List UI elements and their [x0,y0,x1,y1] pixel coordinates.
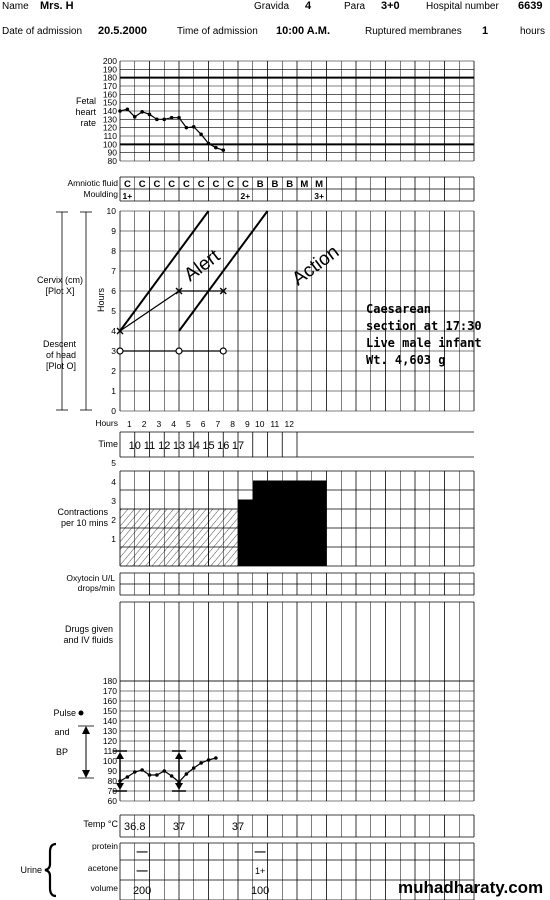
amniotic-fluid-cell: C [138,179,146,190]
amniotic-fluid-cell: B [256,179,264,190]
pulse-tick-label: 150 [102,706,117,716]
hours-tick-label: 3 [156,419,162,429]
pulse-label: Pulse [53,708,76,718]
contraction-bar [282,490,297,566]
contraction-bar [194,509,209,566]
contraction-bar [150,509,165,566]
fhr-point [126,108,130,112]
urine-protein-cell: — [136,846,148,858]
fhr-label-1: Fetal [75,96,96,106]
fhr-point [185,126,189,130]
hours-tick-label: 10 [255,419,265,429]
time-label: 12 [158,440,171,452]
note-line-3: Live male infant [366,336,482,350]
descent-o-point [220,348,226,354]
fhr-label-3: rate [80,118,96,128]
fhr-point [199,133,203,137]
hospital-number-value: 6639 [518,0,543,12]
hospital-number-label: Hospital number [426,1,499,12]
urine-volume-cell: 100 [250,885,270,897]
fhr-tick-label: 120 [102,122,117,133]
pulse-tick-label: 140 [102,716,117,726]
cervix-tick-label: 0 [111,406,116,416]
hours-tick-label: 9 [245,419,250,429]
pulse-tick-label: 160 [102,696,117,706]
fhr-point [155,118,159,122]
time-label: 11 [143,440,156,452]
contraction-bar [253,481,268,491]
moulding-label: Moulding [83,189,118,199]
amniotic-fluid-cell: B [271,179,279,190]
time-label: 15 [202,440,215,452]
fhr-point [118,109,122,113]
cervix-tick-label: 6 [111,286,116,296]
contractions-tick-label: 1 [111,534,116,544]
admission-time-label: Time of admission [177,26,258,37]
contraction-bar [253,490,268,566]
hours-tick-label: 7 [215,419,221,429]
hours-tick-label: 8 [230,419,235,429]
contraction-bar [120,509,135,566]
hours-tick-label: 2 [141,419,147,429]
drugs-label-2: and IV fluids [63,635,113,645]
hours-row-label: Hours [95,418,118,428]
cervix-label-1: Cervix (cm) [37,275,83,285]
temp-label: Temp °C [83,819,118,829]
hours-tick-label: 11 [270,419,280,429]
fhr-tick-label: 140 [102,106,117,116]
admission-date-label: Date of admission [2,26,83,37]
contraction-bar [268,481,283,491]
contraction-bar [268,490,283,566]
urine-volume-cell: 200 [132,885,152,897]
contraction-bar [135,509,150,566]
amniotic-fluid-cell: M [300,179,309,190]
hours-tick-label: 5 [186,419,191,429]
fhr-tick-label: 130 [102,114,117,125]
urine-label: Urine [20,865,42,875]
hours-tick-label: 12 [284,419,294,429]
oxytocin-label-2: drops/min [77,583,115,593]
pulse-tick-label: 130 [102,726,117,736]
pulse-tick-label: 110 [103,746,117,756]
ruptured-membranes-label: Ruptured membranes [365,26,462,37]
pulse-point [207,758,211,762]
pulse-point [162,769,166,773]
fhr-tick-label: 170 [102,81,117,91]
fhr-point [140,110,144,114]
contraction-bar [312,481,327,491]
contractions-label-1: Contractions [57,507,108,517]
contraction-bar [297,481,312,491]
descent-label-1: Descent [42,339,76,349]
contraction-bar [238,509,253,566]
urine-protein-cell: — [254,846,266,858]
time-label: 16 [217,440,230,452]
pulse-tick-label: 120 [102,736,117,746]
cervix-tick-label: 10 [106,206,116,216]
fhr-point [162,118,166,122]
oxytocin-label-1: Oxytocin U/L [66,573,115,583]
amniotic-fluid-cell: C [182,179,190,190]
amniotic-fluid-cell: M [315,179,324,190]
note-line-4: Wt. 4,603 g [366,353,446,367]
pulse-tick-label: 70 [107,786,117,796]
action-line-label: Action [288,241,344,290]
contraction-bar [238,500,253,510]
pulse-tick-label: 60 [107,796,117,806]
protein-label: protein [92,841,118,851]
alert-line-label: Alert [180,245,225,286]
gravida-value: 4 [305,0,312,12]
amniotic-fluid-cell: C [197,179,205,190]
pulse-dot-icon [79,711,84,716]
fhr-label-2: heart [75,107,96,117]
cervix-tick-label: 2 [111,366,116,376]
bp-label: BP [55,747,69,757]
amniotic-fluid-cell: C [153,179,161,190]
cervix-tick-label: 3 [111,346,116,356]
moulding-cell: 1+ [122,191,133,201]
drugs-label-1: Drugs given [64,624,113,634]
time-label: 10 [128,440,141,452]
hours-axis-label: Hours [96,287,106,313]
amniotic-fluid-cell: C [168,179,176,190]
cervix-tick-label: 8 [111,246,116,256]
admission-time-value: 10:00 A.M. [276,25,331,37]
amniotic-fluid-cell: C [212,179,220,190]
cervix-tick-label: 1 [111,386,116,396]
contraction-bar [282,481,297,491]
descent-o-point [117,348,123,354]
ruptured-membranes-value: 1 [482,25,489,37]
hours-tick-label: 4 [171,419,176,429]
para-label: Para [344,1,366,12]
fhr-tick-label: 80 [107,156,117,166]
bp-legend-arrow-up-icon [82,726,90,734]
amniotic-fluid-cell: C [241,179,249,190]
fhr-point [177,116,181,120]
contraction-bar [223,509,238,566]
pulse-point [133,770,137,774]
temp-cell: 37 [172,821,186,833]
cervix-tick-label: 9 [111,226,116,236]
time-label: 17 [231,440,245,452]
fhr-point [148,113,152,117]
fhr-tick-label: 150 [102,97,117,108]
cervix-tick-label: 4 [111,326,116,336]
acetone-label: acetone [87,863,118,873]
moulding-cell: 2+ [240,191,251,201]
temp-cell: 36.8 [124,821,146,833]
pulse-tick-label: 80 [107,776,117,786]
amniotic-fluid-cell: C [227,179,235,190]
pulse-point [148,773,152,777]
pulse-point [185,772,189,776]
pulse-point [170,774,174,778]
fhr-point [207,142,211,146]
fhr-point [214,146,218,150]
moulding-cell: 3+ [314,191,324,201]
time-label: 13 [172,440,186,452]
amniotic-fluid-label: Amniotic fluid [67,178,118,188]
contraction-bar [164,509,179,566]
descent-label-2: of head [45,350,76,360]
pulse-point [155,773,159,777]
hours-tick-label: 6 [200,419,206,429]
contraction-bar [209,509,224,566]
time-label: 14 [187,440,200,452]
descent-label-3: [Plot O] [45,361,76,371]
fhr-tick-label: 160 [102,89,117,100]
urine-acetone-cell: — [136,865,148,877]
contractions-tick-label: 5 [111,458,116,468]
fhr-tick-label: 90 [107,147,117,158]
pulse-tick-label: 170 [102,686,117,696]
pulse-point [140,768,144,772]
pulse-point [214,756,218,760]
contractions-tick-label: 2 [111,515,116,525]
watermark: muhadharaty.com [398,878,544,897]
urine-acetone-cell: 1+ [254,866,266,876]
fhr-tick-label: 200 [102,56,117,66]
pulse-point [126,775,130,779]
pulse-point [192,766,196,770]
fhr-point [170,116,174,120]
bp-legend-arrow-down-icon [82,770,90,778]
contraction-bar [312,490,327,566]
cervix-tick-label: 7 [111,266,116,276]
note-line-1: Caesarean [366,302,432,316]
fhr-point [133,115,137,119]
fhr-point [221,148,225,152]
temp-cell: 37 [231,821,245,833]
fhr-tick-label: 100 [102,139,117,150]
admission-date-value: 20.5.2000 [98,25,147,37]
contractions-label-2: per 10 mins [60,518,108,528]
note-line-2: section at 17:30 [366,319,482,333]
hours-tick-label: 1 [127,419,132,429]
pulse-tick-label: 180 [102,676,117,686]
pulse-tick-label: 90 [107,766,117,776]
pulse-tick-label: 100 [102,756,117,766]
contractions-tick-label: 3 [111,496,116,506]
fhr-tick-label: 190 [102,64,117,75]
fhr-tick-label: 110 [103,131,117,141]
name-value: Mrs. H [40,0,74,12]
hours-label: hours [520,26,546,37]
amniotic-fluid-cell: C [123,179,131,190]
cervix-label-2: [Plot X] [45,286,75,296]
urine-brace-icon [45,844,56,896]
fhr-point [192,125,196,129]
name-label: Name [2,1,29,12]
contraction-bar [297,490,312,566]
pulse-point [199,761,203,765]
fhr-tick-label: 180 [102,72,117,83]
contraction-bar [179,509,194,566]
volume-label: volume [90,883,118,893]
descent-o-point [176,348,182,354]
cervix-tick-label: 5 [111,306,116,316]
and-label: and [54,727,70,737]
time-row-label: Time [98,439,118,449]
para-value: 3+0 [381,0,400,12]
gravida-label: Gravida [254,1,290,12]
amniotic-fluid-cell: B [286,179,294,190]
contractions-tick-label: 4 [111,477,116,487]
